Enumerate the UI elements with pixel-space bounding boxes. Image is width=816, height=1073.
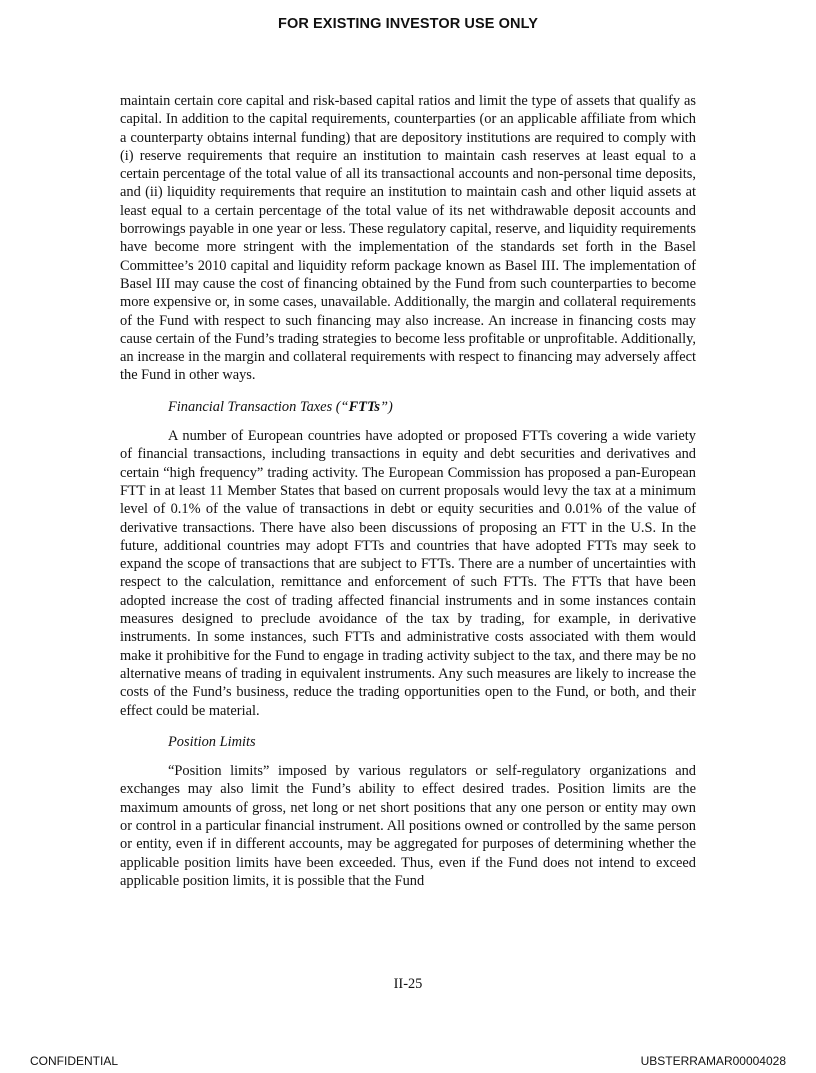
document-body xyxy=(120,92,696,890)
heading-ftt-defined-term: FTTs xyxy=(348,398,381,415)
heading-ftt-suffix: ”) xyxy=(380,398,393,415)
paragraph-basel-iii: maintain certain core capital and risk-based capital ratios and limit the type of assets that qualify as capital. In addition to the capital requirements, counterparties (or an applicable affiliate from which a counterparty obtains internal funding) that are depository institutions are required to comply with (i) reserve requirements that require an institution to maintain cash reserves at least equal to a certain percentage of the total value of all its transactional accounts and non-personal time deposits, and (ii) liquidity requirements that require an institution to maintain cash and other liquid assets at least equal to a certain percentage of the total value of its net withdrawable deposit accounts and borrowings payable in one year or less. These regulatory capital, reserve, and liquidity requirements have become more stringent with the implementation of the standards set forth in the Basel Committee’s 2010 capital and liquidity reform package known as Basel III. The implementation of Basel III may cause the cost of financing obtained by the Fund from such counterparties to become more expensive or, in some cases, unavailable. Additionally, the margin and collateral requirements of the Fund with respect to such financing may also increase. An increase in financing costs may cause certain of the Fund’s trading strategies to become less profitable or unprofitable. Additionally, an increase in the margin and collateral requirements with respect to financing may adversely affect the Fund in other ways. xyxy=(120,93,696,384)
heading-ftt-prefix: Financial Transaction Taxes (“ xyxy=(168,398,349,415)
section-heading-position-limits: Position Limits xyxy=(168,733,256,750)
paragraph-position-limits: “Position limits” imposed by various regulators or self-regulatory organizations and exchanges may also limit the Fund’s ability to effect desired trades. Position limits are the maximum amounts of gross, net long or net short positions that any one person or entity may own or control in a particular financial instrument. All positions owned or controlled by the same person or entity, even if in different accounts, may be aggregated for purposes of determining whether the applicable position limits have been exceeded. Thus, even if the Fund does not intend to exceed applicable position limits, it is possible that the Fund xyxy=(120,763,696,889)
footer-bates-number: UBSTERRAMAR00004028 xyxy=(640,1054,786,1068)
footer-confidential-label: CONFIDENTIAL xyxy=(30,1054,119,1068)
paragraph-ftt: A number of European countries have adopted or proposed FTTs covering a wide variety of financial transactions, including transactions in equity and debt securities and derivatives and certain “high frequency” trading activity. The European Commission has proposed a pan-European FTT in at least 11 Member States that based on current proposals would levy the tax at a minimum level of 0.1% of the value of transactions in debt or equity securities and 0.01% of the value of derivative transactions. There have also been discussions of proposing an FTT in the U.S. In the future, additional countries may adopt FTTs and countries that have adopted FTTs may seek to expand the scope of transactions that are subject to FTTs. There are a number of uncertainties with respect to the calculation, remittance and enforcement of such FTTs. The FTTs that have been adopted increase the cost of trading affected financial instruments and in some instances contain measures designed to preclude avoidance of the tax by trading, for example, in derivative instruments. In some instances, such FTTs and administrative costs associated with them would make it prohibitive for the Fund to engage in trading activity subject to the tax, and there may be no alternative means of trading in equivalent instruments. Any such measures are likely to increase the costs of the Fund’s business, reduce the trading opportunities open to the Fund, or both, and their effect could be material. xyxy=(120,428,696,719)
section-heading-ftt xyxy=(168,398,696,416)
page-number: II-25 xyxy=(393,976,423,992)
document-header: FOR EXISTING INVESTOR USE ONLY xyxy=(277,16,539,32)
